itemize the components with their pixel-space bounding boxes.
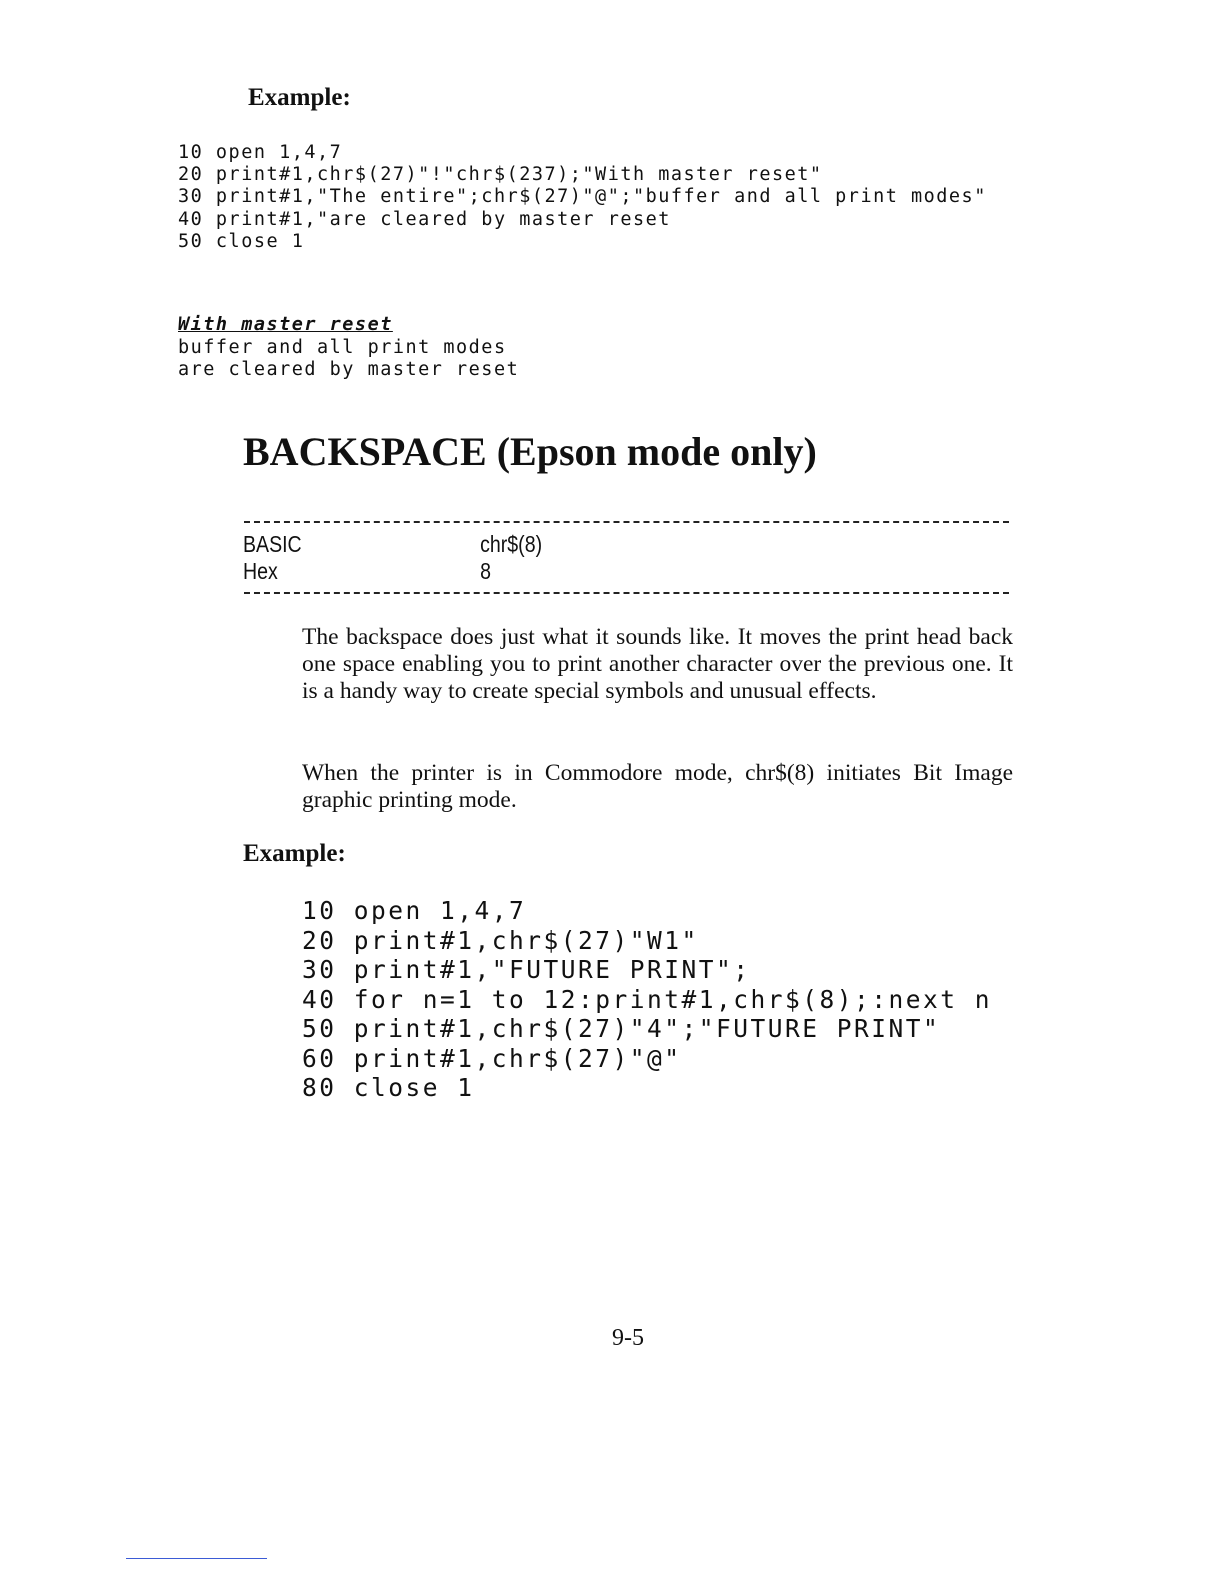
body-paragraph: When the printer is in Commodore mode, chr$(8) initiates Bit Image graphic printing mode.	[302, 760, 1013, 813]
code-line: 20 print#1,chr$(27)"!"chr$(237);"With master reset"	[178, 164, 823, 186]
body-paragraph: The backspace does just what it sounds like. It moves the print head back one space enabling you to print another character over the previous one. It is a handy way to create special symbols and unusual effects.	[302, 624, 1013, 704]
command-value: chr$(8)	[480, 531, 543, 557]
footer-rule	[126, 1558, 267, 1559]
command-label: BASIC	[243, 531, 302, 557]
code-listing-1	[178, 142, 987, 253]
command-label: Hex	[243, 558, 278, 584]
page-number: 9-5	[612, 1325, 644, 1351]
command-row	[243, 558, 753, 585]
code-line: 10 open 1,4,7	[302, 896, 527, 925]
printed-output-1	[178, 314, 519, 382]
command-row	[243, 531, 753, 558]
divider	[244, 592, 1009, 594]
code-line: 20 print#1,chr$(27)"W1"	[302, 925, 699, 955]
output-title: With master reset	[178, 314, 393, 335]
command-table	[243, 531, 843, 585]
section-title: BACKSPACE (Epson mode only)	[243, 429, 817, 474]
code-line: 30 print#1,"FUTURE PRINT";	[302, 955, 751, 984]
command-value: 8	[480, 558, 492, 584]
output-line: are cleared by master reset	[178, 359, 520, 380]
code-line: 60 print#1,chr$(27)"@"	[302, 1043, 682, 1073]
output-line: buffer and all print modes	[178, 336, 507, 358]
code-line: 10 open 1,4,7	[178, 142, 343, 163]
divider	[244, 521, 1009, 523]
example-heading: Example:	[243, 840, 346, 867]
code-line: 80 close 1	[302, 1073, 475, 1102]
code-line: 50 print#1,chr$(27)"4";"FUTURE PRINT"	[302, 1014, 941, 1043]
example-heading: Example:	[248, 84, 351, 111]
code-listing-2	[302, 896, 992, 1103]
code-line: 30 print#1,"The entire";chr$(27)"@";"buffer and all print modes"	[178, 186, 987, 208]
code-line: 40 print#1,"are cleared by master reset	[178, 208, 671, 230]
code-line: 40 for n=1 to 12:print#1,chr$(8);:next n	[302, 984, 993, 1014]
code-line: 50 close 1	[178, 230, 305, 252]
